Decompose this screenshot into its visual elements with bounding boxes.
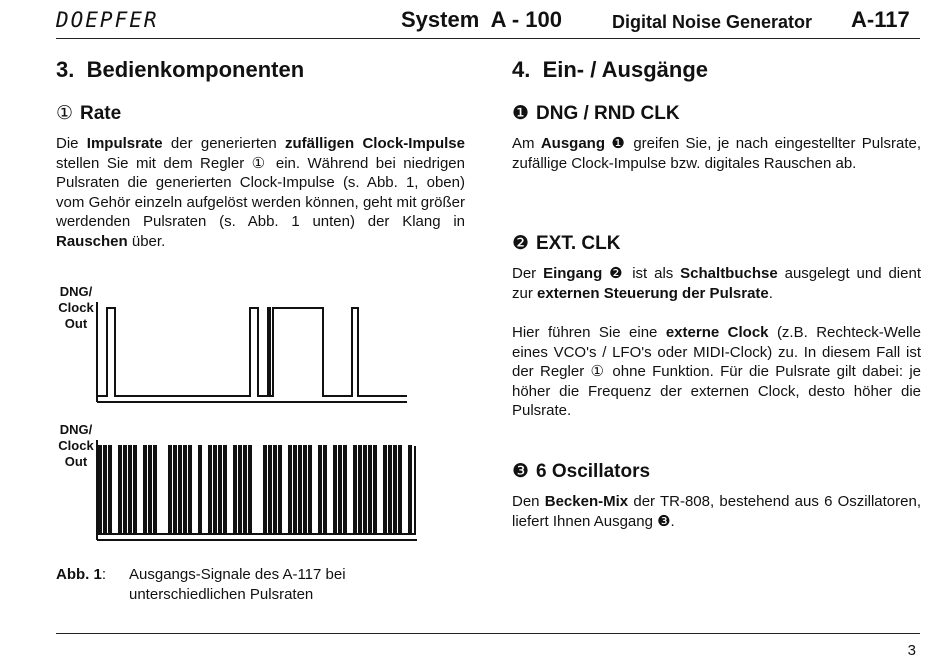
signal-label-top: DNG/ Clock Out bbox=[58, 284, 94, 331]
system-title: System A - 100 bbox=[401, 7, 563, 32]
product-name: Digital Noise Generator bbox=[612, 12, 813, 32]
dng-paragraph: Am Ausgang ❶ greifen Sie, je nach eingestellter Pulsrate, zufällige Clock-Impulse bzw. digitales Rauschen ab. bbox=[512, 135, 921, 172]
page-number: 3 bbox=[907, 642, 916, 659]
rate-paragraph: Die Impulsrate der generierten zufälligen Clock-Impulse stellen Sie mit dem Regler ① ein. Während bei niedrigen Pulsraten die generierten Clock-Impulse (s. Abb. 1, oben) vom Gehör einzeln aufgelöst werden können, geht mit größer werdenden Pulsraten (s. Abb. 1 unten) der Klang in Rauschen über. bbox=[56, 135, 465, 250]
subsection-ext-clk: ❷ EXT. CLK bbox=[512, 233, 621, 254]
ext-clk-detail-paragraph: Hier führen Sie eine externe Clock (z.B. Rechteck-Welle eines VCO's / LFO's oder MIDI-Clock) zu. In diesem Fall ist der Regler ① ohne Funktion. Für die Pulsrate gilt dabei: je höher die Frequenz der externen Clock, desto höher die Pulsrate. bbox=[512, 324, 921, 419]
subsection-6-oscillators: ❸ 6 Oscillators bbox=[512, 461, 651, 482]
pulse-diagram-fast bbox=[95, 438, 425, 542]
doepfer-logo: DOEPFER bbox=[56, 8, 159, 32]
page-header bbox=[56, 6, 920, 39]
figure-caption-label: Abb. 1: bbox=[56, 566, 107, 583]
subsection-rate: ① Rate bbox=[56, 103, 122, 124]
fast-pulse-wave bbox=[97, 446, 415, 534]
section-title-controls: 3. Bedienkomponenten bbox=[56, 57, 305, 82]
figure-caption-text: Ausgangs-Signale des A-117 bei unterschiedlichen Pulsraten bbox=[129, 566, 346, 603]
subsection-dng-rnd-clk: ❶ DNG / RND CLK bbox=[512, 103, 680, 124]
model-number: A-117 bbox=[851, 7, 910, 32]
signal-label-bottom: DNG/ Clock Out bbox=[58, 422, 94, 469]
section-title-io: 4. Ein- / Ausgänge bbox=[512, 57, 708, 82]
oscillators-paragraph: Den Becken-Mix der TR-808, bestehend aus 6 Oszillatoren, liefert Ihnen Ausgang ❸. bbox=[512, 493, 921, 530]
ext-clk-paragraph: Der Eingang ❷ ist als Schaltbuchse ausgelegt und dient zur externen Steuerung der Pulsrate. bbox=[512, 265, 921, 302]
pulse-diagram-slow bbox=[95, 300, 425, 404]
page-footer-rule bbox=[56, 633, 920, 634]
slow-pulse-wave bbox=[97, 308, 407, 396]
